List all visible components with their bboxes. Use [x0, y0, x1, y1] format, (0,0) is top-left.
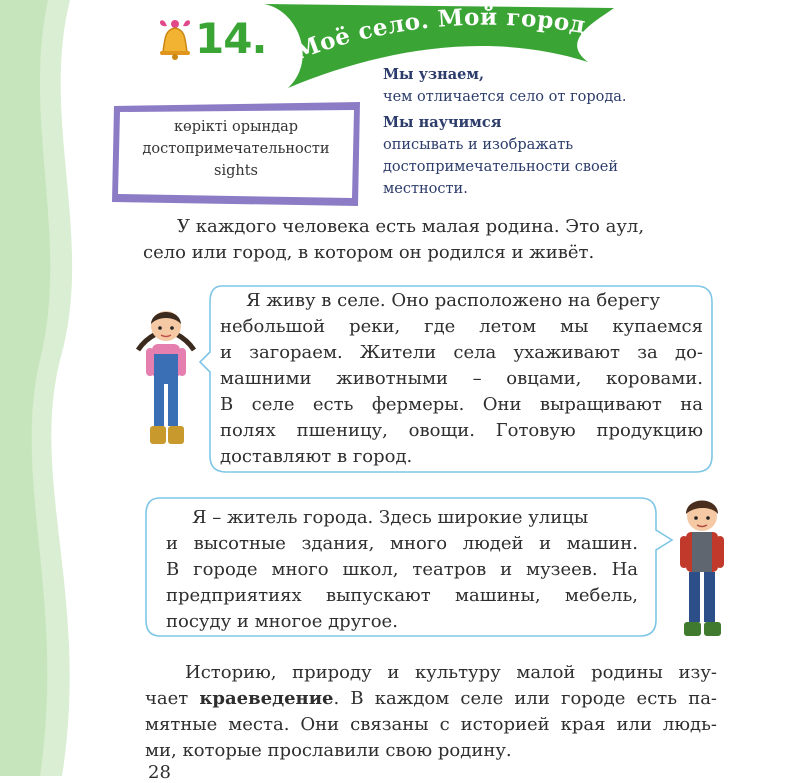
- text-line: Я живу в селе. Оно расположено на берегу: [246, 290, 661, 311]
- text-line: село или город, в котором он родился и живёт.: [143, 242, 595, 263]
- lesson-number: 14.: [195, 14, 267, 63]
- learn-heading: Мы узнаем,: [383, 66, 485, 83]
- side-stripe: [0, 0, 120, 776]
- intro-paragraph: [143, 214, 723, 266]
- text-span: . В каждом селе или городе есть па-: [333, 688, 718, 709]
- lesson-goals: [383, 64, 627, 200]
- text-line: машними животными – овцами, коровами.: [220, 368, 703, 389]
- text-line: Я – житель города. Здесь широкие улицы: [192, 507, 589, 528]
- text-line: В городе много школ, театров и музеев. На: [166, 559, 638, 580]
- text-line: и загораем. Жители села ухаживают за до-: [220, 342, 703, 363]
- bell-icon: [155, 14, 195, 60]
- skill-line: местности.: [383, 181, 468, 197]
- bubble-boy-text: [166, 505, 638, 635]
- girl-figure: [134, 304, 198, 450]
- learn-text: чем отличается село от города.: [383, 89, 627, 105]
- page-number: 28: [148, 762, 171, 783]
- text-line: мятные места. Они связаны с историей края или людь-: [145, 714, 717, 735]
- text-line: посуду и многое другое.: [166, 611, 398, 632]
- skill-line: описывать и изображать: [383, 137, 574, 153]
- boy-figure: [674, 494, 730, 644]
- text-line: ми, которые прославили свою родину.: [145, 740, 512, 761]
- text-line: У каждого человека есть малая родина. Это аул,: [177, 216, 645, 237]
- text-line: [145, 686, 717, 712]
- text-line: полях пшеницу, овощи. Готовую продукцию: [220, 420, 703, 441]
- lesson-title: Моё село. Мой город: [290, 3, 588, 66]
- skill-heading: Мы научимся: [383, 114, 502, 131]
- text-line: небольшой реки, где летом мы купаемся: [220, 316, 703, 337]
- skill-line: достопримечательности своей: [383, 159, 619, 175]
- text-line: доставляют в город.: [220, 446, 413, 467]
- key-term: краеведение: [199, 688, 334, 709]
- bubble-girl-text: [220, 288, 703, 470]
- text-line: В селе есть фермеры. Они выращивают на: [220, 394, 703, 415]
- text-line: Историю, природу и культуру малой родины изу-: [185, 662, 717, 683]
- outro-paragraph: [145, 660, 717, 764]
- vocab-russian: достопримечательности: [142, 141, 330, 157]
- vocab-kazakh: көрікті орындар: [173, 119, 299, 135]
- vocab-text: [116, 116, 356, 182]
- vocab-english: sights: [214, 163, 258, 179]
- text-line: предприятиях выпускают машины, мебель,: [166, 585, 638, 606]
- text-span: чает: [145, 688, 200, 709]
- text-line: и высотные здания, много людей и машин.: [166, 533, 638, 554]
